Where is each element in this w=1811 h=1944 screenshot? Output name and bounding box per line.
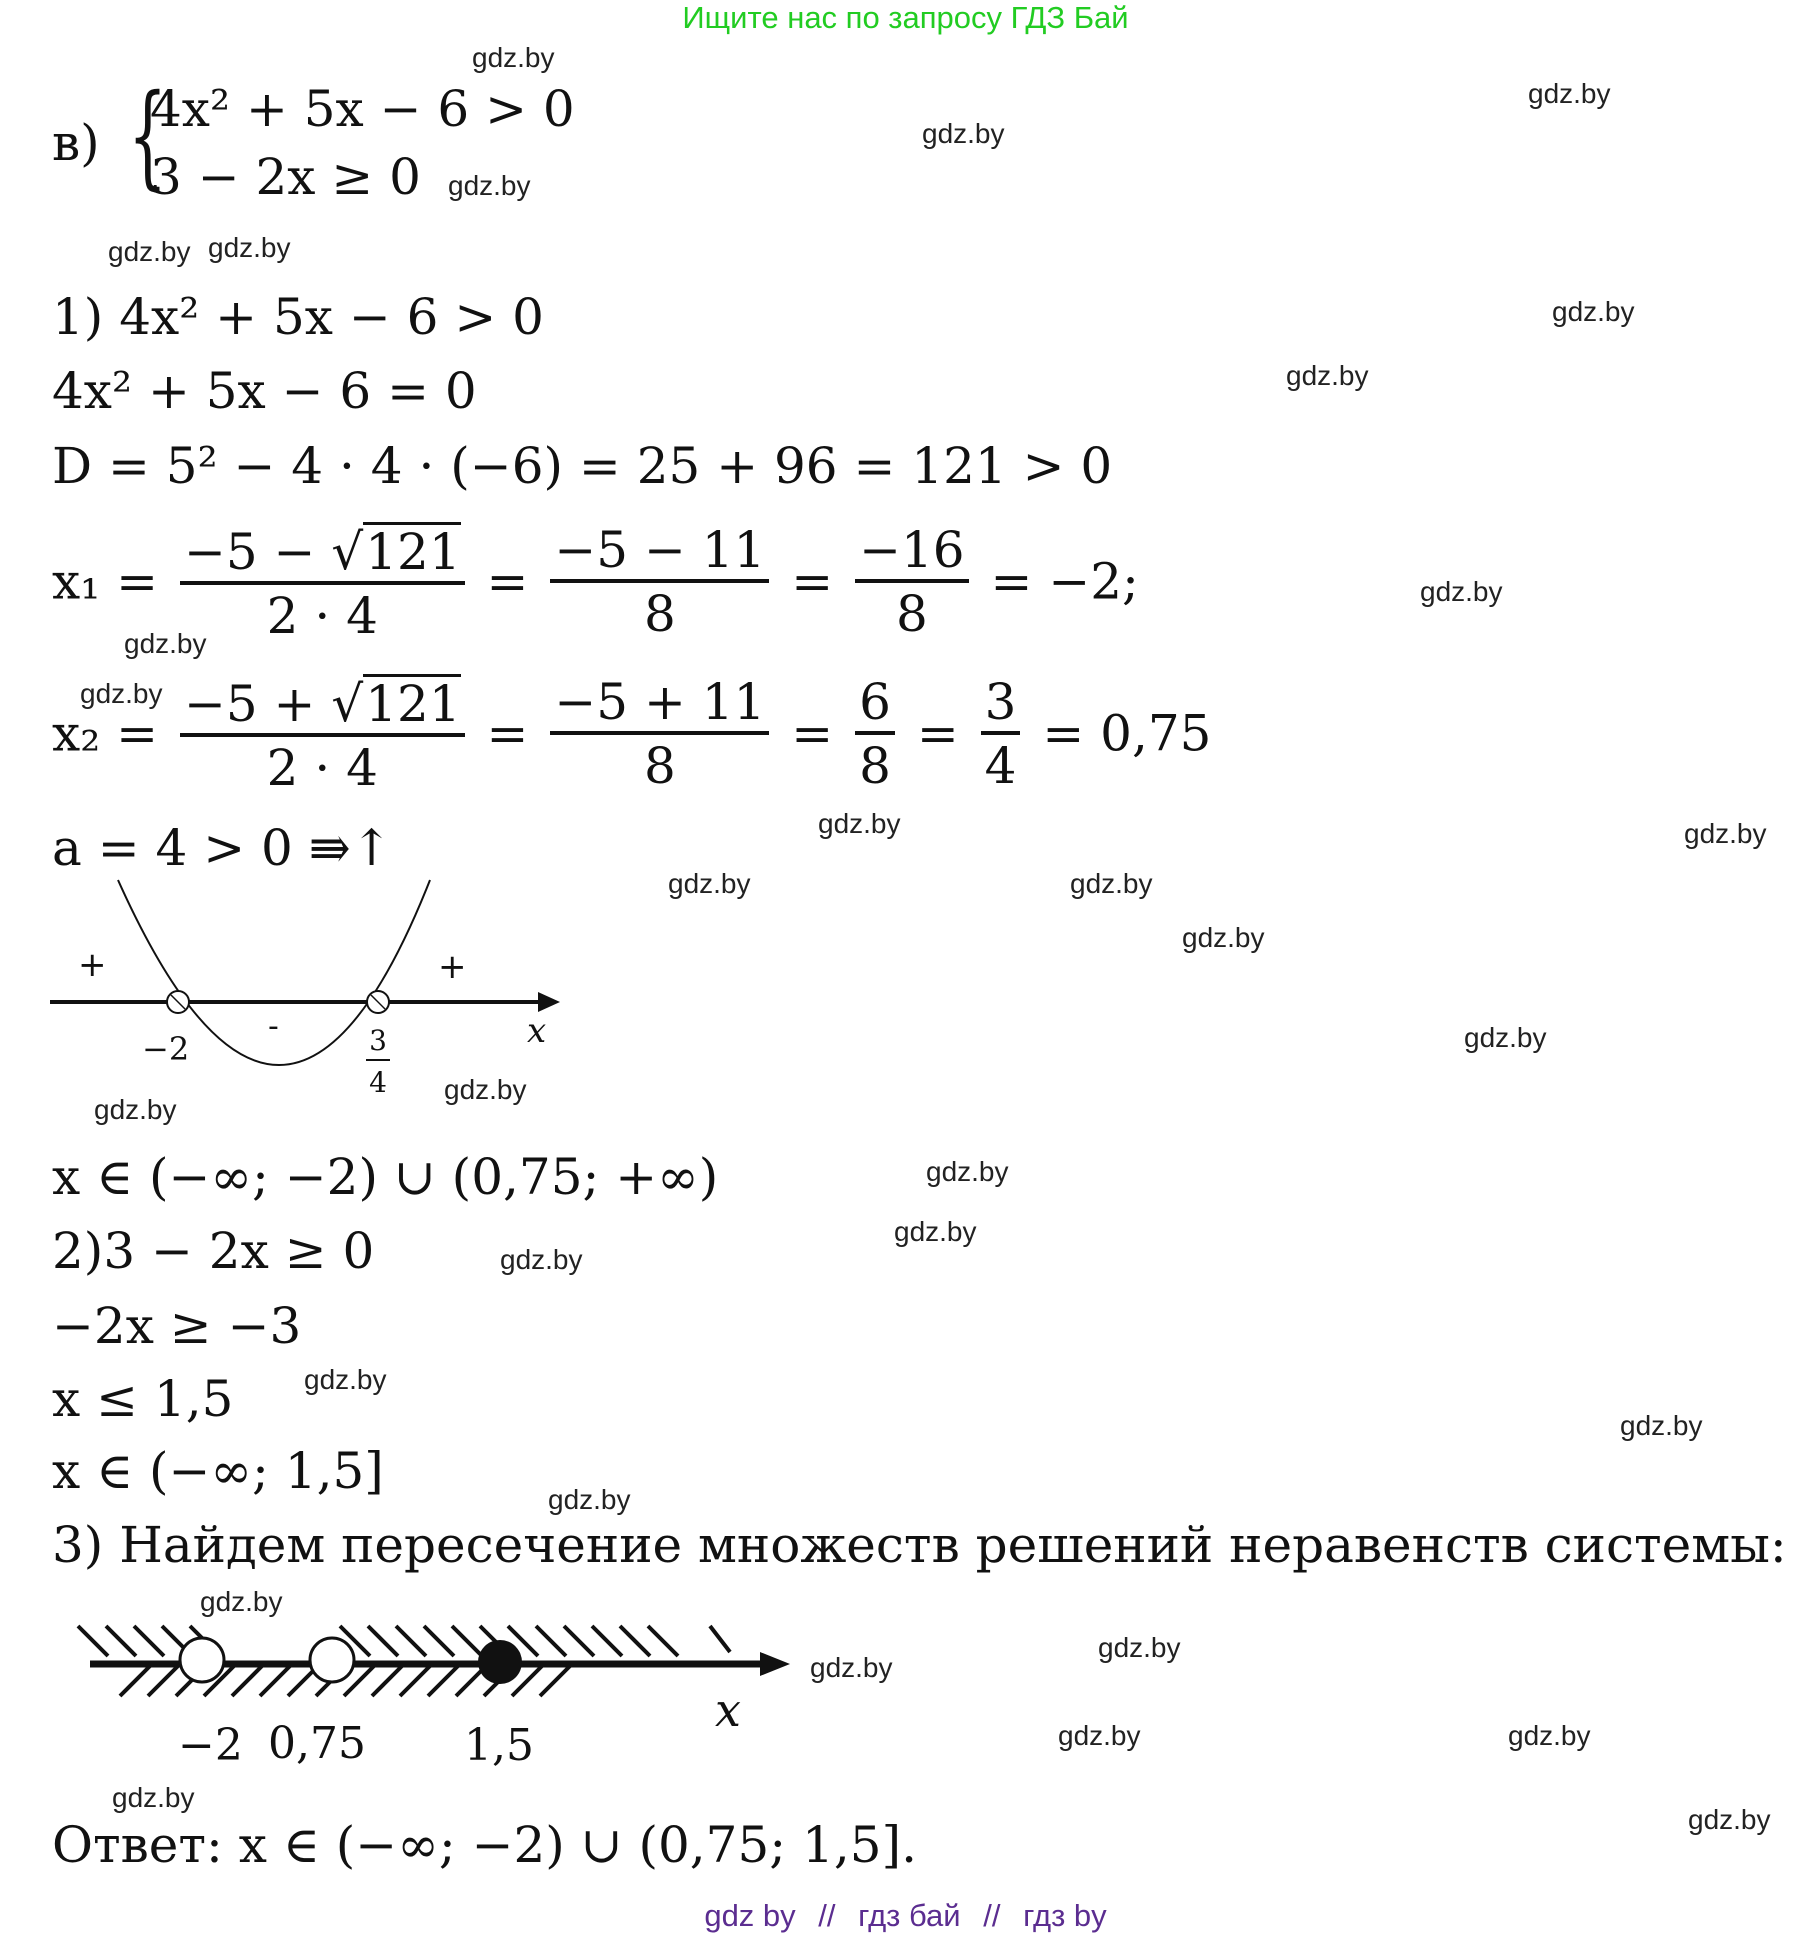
x2-frac-3: $\frac{6}{8}$ [855,677,895,791]
watermark: gdz.by [1286,360,1369,391]
graph-axis-label: x [527,1011,547,1051]
step3-title: 3) Найдем пересечение множеств решений неравенств системы: [52,1516,1787,1574]
top-banner[interactable]: Ищите нас по запросу ГДЗ Бай [682,0,1129,35]
footer-separator: // [983,1898,1001,1933]
x1-frac-2: $\frac{-5 - 11}{8}$ [550,525,769,639]
watermark: gdz.by [124,628,207,659]
watermark: gdz.by [922,118,1005,149]
step1-equation: 4x² + 5x − 6 = 0 [52,362,477,420]
watermark: gdz.by [548,1484,631,1515]
discriminant: D = 5² − 4 · 4 · (−6) = 25 + 96 = 121 > 0 [52,437,1113,495]
watermark: gdz.by [1058,1720,1141,1751]
watermark: gdz.by [444,1074,527,1105]
graph-root-2-den: 4 [369,1066,387,1099]
step1-title: 1) 4x² + 5x − 6 > 0 [52,288,544,346]
system-ineq-2: 3 − 2x ≥ 0 [150,148,421,206]
graph-root-1: −2 [142,1030,190,1068]
x1-lhs: x₁ = [52,552,159,611]
watermark: gdz.by [1464,1022,1547,1053]
x2-lhs: x₂ = [52,704,159,763]
watermark: gdz.by [1528,78,1611,109]
final-answer: Ответ: x ∈ (−∞; −2) ∪ (0,75; 1,5]. [52,1816,917,1874]
intersection-label-2: 0,75 [268,1718,366,1769]
system-ineq-1: 4x² + 5x − 6 > 0 [150,80,575,138]
step2-line-1: −2x ≥ −3 [52,1297,302,1355]
x2-result: = 0,75 [1042,704,1212,763]
x2-frac-2: $\frac{-5 + 11}{8}$ [550,677,769,791]
x2-frac-4: $\frac{3}{4}$ [981,677,1021,791]
graph-root-2-num: 3 [369,1024,387,1057]
watermark: gdz.by [200,1586,283,1617]
intersection-axis-label: x [715,1683,741,1737]
sqrt-121: 121 [365,523,461,581]
watermark: gdz.by [472,42,555,73]
x2-formula: x₂ = $\frac{-5 + √121}{2 \cdot 4}$ = $\frac{-5 + 11}{8}$ = $\frac{6}{8}$ = $\frac{3}{4}$ = 0,75 [52,672,1212,797]
intersection-label-1: −2 [178,1720,243,1771]
x1-frac-3: $\frac{-16}{8}$ [855,525,969,639]
footer-link-gdz-by-ru[interactable]: гдз by [1023,1898,1107,1933]
footer-link-gdz-bai[interactable]: гдз бай [858,1898,961,1933]
system-brace: { [128,71,168,201]
x1-result: = −2; [990,552,1139,611]
step2-title: 2)3 − 2x ≥ 0 [52,1222,375,1280]
leading-coef-line: a = 4 > 0 ⇛↑ [52,819,393,877]
watermark: gdz.by [448,170,531,201]
footer-link-gdz-by[interactable]: gdz by [704,1898,796,1933]
watermark: gdz.by [1182,922,1265,953]
graph-minus: - [268,1009,279,1044]
step2-answer: x ∈ (−∞; 1,5] [52,1442,384,1500]
watermark: gdz.by [1620,1410,1703,1441]
parabola-graph [40,870,620,1130]
watermark: gdz.by [500,1244,583,1275]
watermark: gdz.by [80,678,163,709]
watermark: gdz.by [894,1216,977,1247]
watermark: gdz.by [112,1782,195,1813]
graph-plus-left: + [78,945,107,985]
watermark: gdz.by [1070,868,1153,899]
watermark: gdz.by [1552,296,1635,327]
watermark: gdz.by [108,236,191,267]
x1-formula: x₁ = $\frac{-5 - √121}{2 \cdot 4}$ = $\frac{-5 - 11}{8}$ = $\frac{-16}{8}$ = −2; [52,520,1139,645]
watermark: gdz.by [818,808,901,839]
watermark: gdz.by [208,232,291,263]
item-label: в) [52,114,100,172]
watermark: gdz.by [1098,1632,1181,1663]
watermark: gdz.by [1420,576,1503,607]
step2-line-2: x ≤ 1,5 [52,1370,234,1428]
watermark: gdz.by [94,1094,177,1125]
watermark: gdz.by [1508,1720,1591,1751]
graph-plus-right: + [438,947,467,987]
watermark: gdz.by [668,868,751,899]
footer-links [0,1898,1811,1934]
watermark: gdz.by [810,1652,893,1683]
watermark: gdz.by [1688,1804,1771,1835]
x1-frac-1: $\frac{-5 - √121}{2 \cdot 4}$ [180,522,465,641]
watermark: gdz.by [1684,818,1767,849]
x2-frac-1: $\frac{-5 + √121}{2 \cdot 4}$ [180,674,465,793]
step1-answer: x ∈ (−∞; −2) ∪ (0,75; +∞) [52,1148,719,1206]
footer-separator: // [818,1898,836,1933]
intersection-label-3: 1,5 [464,1720,534,1771]
intersection-number-line [70,1600,790,1800]
watermark: gdz.by [926,1156,1009,1187]
watermark: gdz.by [304,1364,387,1395]
